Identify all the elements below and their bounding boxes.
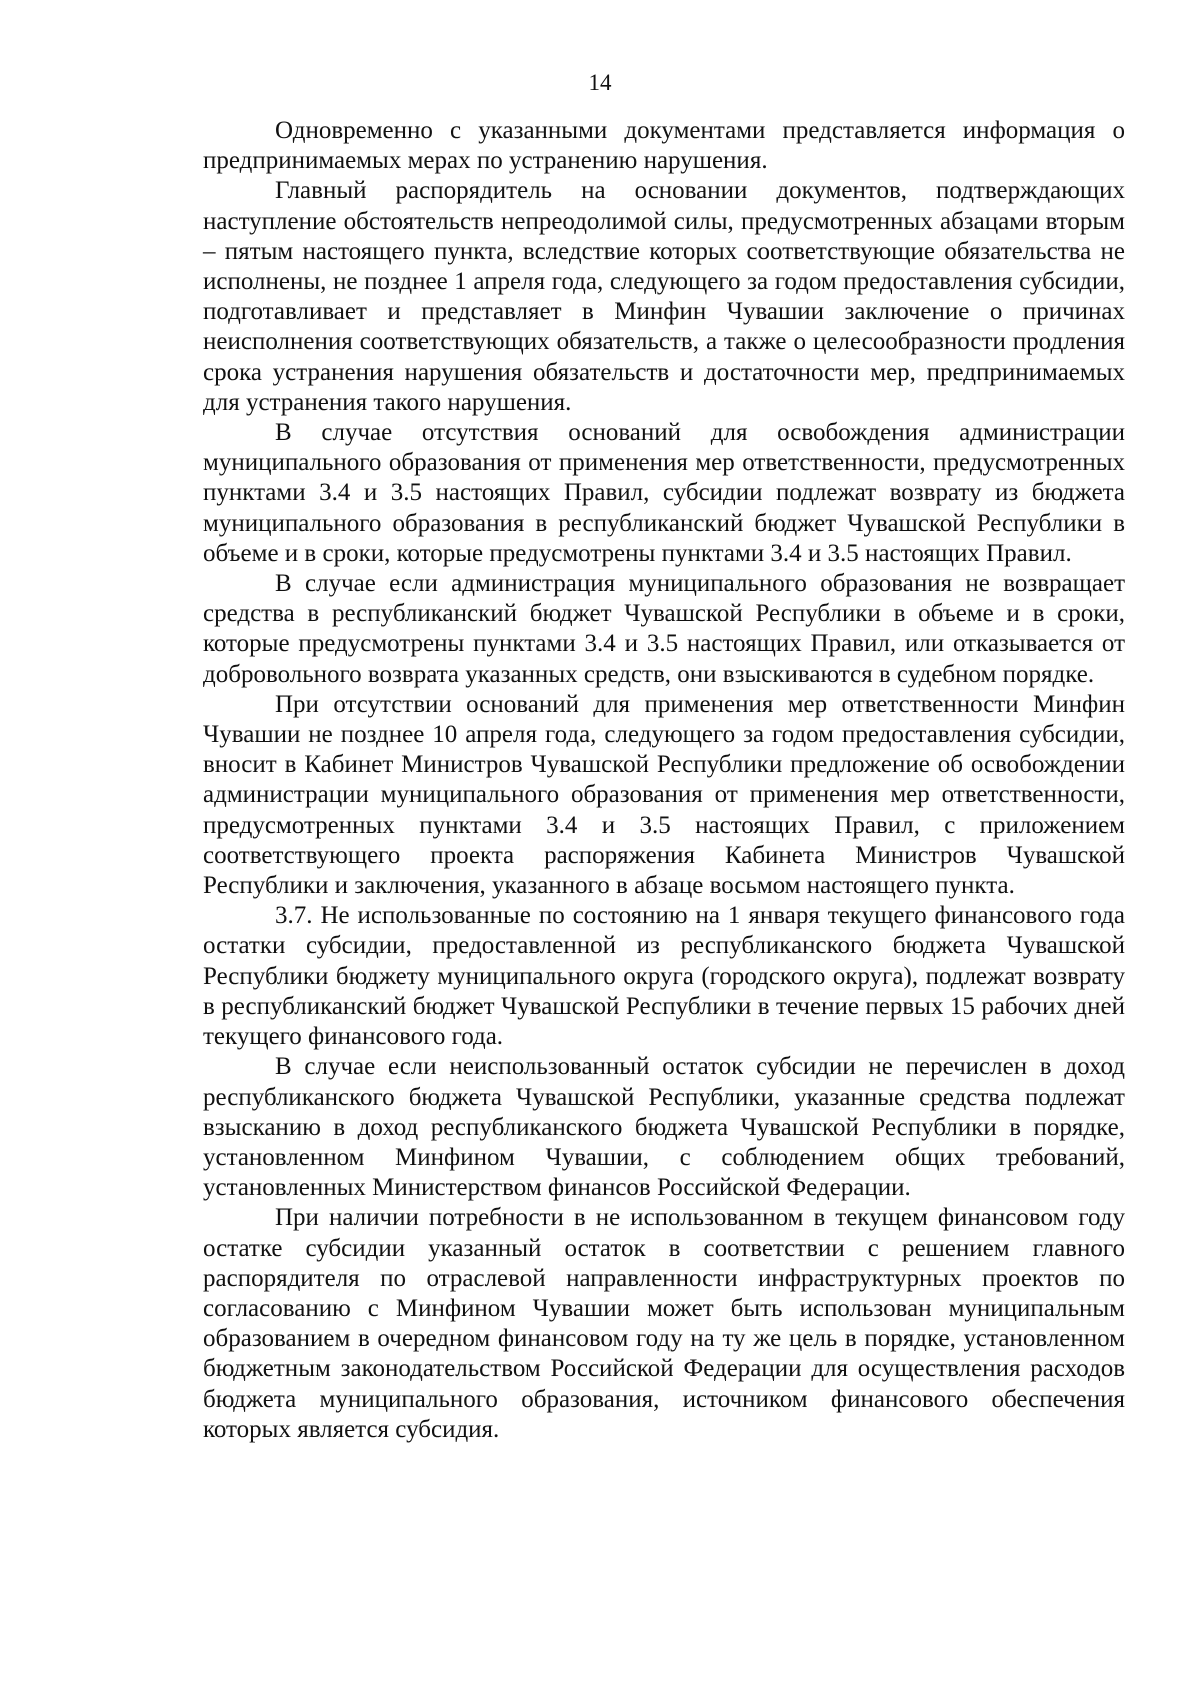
paragraph-5: При отсутствии оснований для применения мер ответственности Минфин Чувашии не позднее 10 апреля года, следующего за годом предоставления субсидии, вносит в Кабинет Министров Чувашской Республики предложение об освобождении администрации муниципального образования от применения мер ответственности, предусмотренных пунктами 3.4 и 3.5 настоящих Правил, с приложением соответствующего проекта распоряжения Кабинета Министров Чувашской Республики и заключения, указанного в абзаце восьмом настоящего пункта. [203,690,1125,900]
paragraph-7: В случае если неиспользованный остаток субсидии не перечислен в доход республиканского бюджета Чувашской Республики, указанные средства подлежат взысканию в доход республиканского бюджета Чувашской Республики в порядке, установленном Минфином Чувашии, с соблюдением общих требований, установленных Министерством финансов Российской Федерации. [203,1053,1125,1202]
paragraph-8: При наличии потребности в не использованном в текущем финансовом году остатке субсидии указанный остаток в соответствии с решением главного распорядителя по отраслевой направленности инфраструктурных проектов по согласованию с Минфином Чувашии может быть использован муниципальным образованием в очередном финансовом году на ту же цель в порядке, установленном бюджетным законодательством Российской Федерации для осуществления расходов бюджета муниципального образования, источником финансового обеспечения которых является субсидия. [203,1204,1125,1443]
paragraph-1: Одновременно с указанными документами представляется информация о предпринимаемых мерах по устранению нарушения. [203,117,1125,175]
paragraph-2: Главный распорядитель на основании документов, подтверждающих наступление обстоятельств непреодолимой силы, предусмотренных абзацами вторым – пятым настоящего пункта, вследствие которых соответствующие обязательства не исполнены, не позднее 1 апреля года, следующего за годом предоставления субсидии, подготавливает и представляет в Минфин Чувашии заключение о причинах неисполнения соответствующих обязательств, а также о целесообразности продления срока устранения нарушения обязательств и достаточности мер, предпринимаемых для устранения такого нарушения. [203,177,1125,416]
paragraph-4: В случае если администрация муниципального образования не возвращает средства в республиканский бюджет Чувашской Республики в объеме и в сроки, которые предусмотрены пунктами 3.4 и 3.5 настоящих Правил, или отказывается от добровольного возврата указанных средств, они взыскиваются в судебном порядке. [203,570,1125,688]
paragraph-6: 3.7. Не использованные по состоянию на 1 января текущего финансового года остатки субсидии, предоставленной из республиканского бюджета Чувашской Республики бюджету муниципального округа (городского округа), подлежат возврату в республиканский бюджет Чувашской Республики в течение первых 15 рабочих дней текущего финансового года. [203,902,1125,1051]
page-number: 14 [588,70,612,95]
paragraph-3: В случае отсутствия оснований для освобождения администрации муниципального образования от применения мер ответственности, предусмотренных пунктами 3.4 и 3.5 настоящих Правил, субсидии подлежат возврату из бюджета муниципального образования в республиканский бюджет Чувашской Республики в объеме и в сроки, которые предусмотрены пунктами 3.4 и 3.5 настоящих Правил. [203,419,1125,567]
document-body [203,116,1125,1445]
